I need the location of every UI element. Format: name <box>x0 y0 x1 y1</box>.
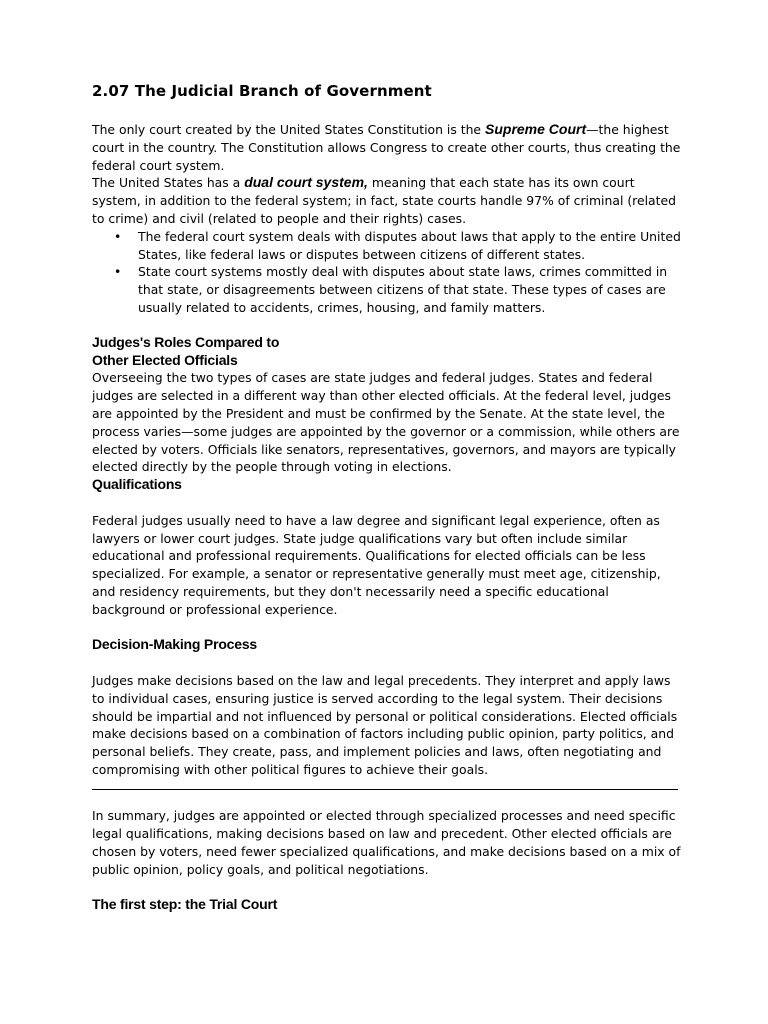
roles-paragraph: Overseeing the two types of cases are state judges and federal judges. States and federal judges are selected in a different way than other elected officials. At the federal level, judges are appointed by the President and must be confirmed by the Senate. At the state level, the process varies—some judges are appointed by the governor or a commission, while others are elected by voters. Officials like senators, representatives, governors, and mayors are typically elected directly by the people through voting in elections. <box>92 370 680 475</box>
intro-paragraph-1 <box>92 121 682 174</box>
page-title: 2.07 The Judicial Branch of Government <box>92 82 432 100</box>
court-system-list <box>92 228 682 317</box>
heading-line: Other Elected Officials <box>92 351 238 368</box>
decision-paragraph: Judges make decisions based on the law and legal precedents. They interpret and apply laws to individual cases, ensuring justice is served according to the legal system. Their decisions should be impartial and not influenced by personal or political considerations. Elected officials make decisions based on a combination of factors including public opinion, party politics, and personal beliefs. They create, pass, and implement policies and laws, often negotiating and compromising with other political figures to achieve their goals. <box>92 672 678 777</box>
summary-paragraph: In summary, judges are appointed or elected through specialized processes and need specific legal qualifications, making decisions based on law and precedent. Other elected officials are chosen by voters, need fewer specialized qualifications, and make decisions based on a mix of public opinion, policy goals, and political negotiations. <box>92 808 681 877</box>
intro-text: The only court created by the United States Constitution is the <box>92 122 485 137</box>
document-body <box>92 80 682 914</box>
intro-text: The United States has a <box>92 175 245 191</box>
section-heading-trial-court: The first step: the Trial Court <box>92 896 278 913</box>
intro-text: meaning that each state has its own court system, in addition to the federal system; in fact, state courts handle 97% of criminal (related to crime) and civil (related to people and their rights) cases. <box>92 175 676 226</box>
section-heading-qualifications: Qualifications <box>92 476 182 493</box>
intro-text: —the highest court in the country. The Constitution allows Congress to create other courts, thus creating the federal court system. <box>92 122 681 173</box>
list-item: • The federal court system deals with disputes about laws that apply to the entire United States, like federal laws or disputes between citizens of different states. <box>92 228 682 264</box>
heading-line: Judges's Roles Compared to <box>92 333 280 350</box>
emphasis-dual-court-system: dual court system, <box>244 174 368 191</box>
emphasis-supreme-court: Supreme Court <box>485 121 587 137</box>
section-heading-roles <box>92 334 682 370</box>
section-heading-decision: Decision-Making Process <box>92 636 258 653</box>
intro-paragraph-2 <box>92 174 682 227</box>
list-item: • State court systems mostly deal with disputes about state laws, crimes committed in that state, or disagreements between citizens of that state. These types of cases are usually related to accidents, crimes, housing, and family matters. <box>92 263 682 316</box>
qualifications-paragraph: Federal judges usually need to have a law degree and significant legal experience, often as lawyers or lower court judges. State judge qualifications vary but often include similar educational and professional requirements. Qualifications for elected officials can be less specialized. For example, a senator or representative generally must meet age, citizenship, and residency requirements, but they don't necessarily need a specific educational background or professional experience. <box>92 512 661 617</box>
